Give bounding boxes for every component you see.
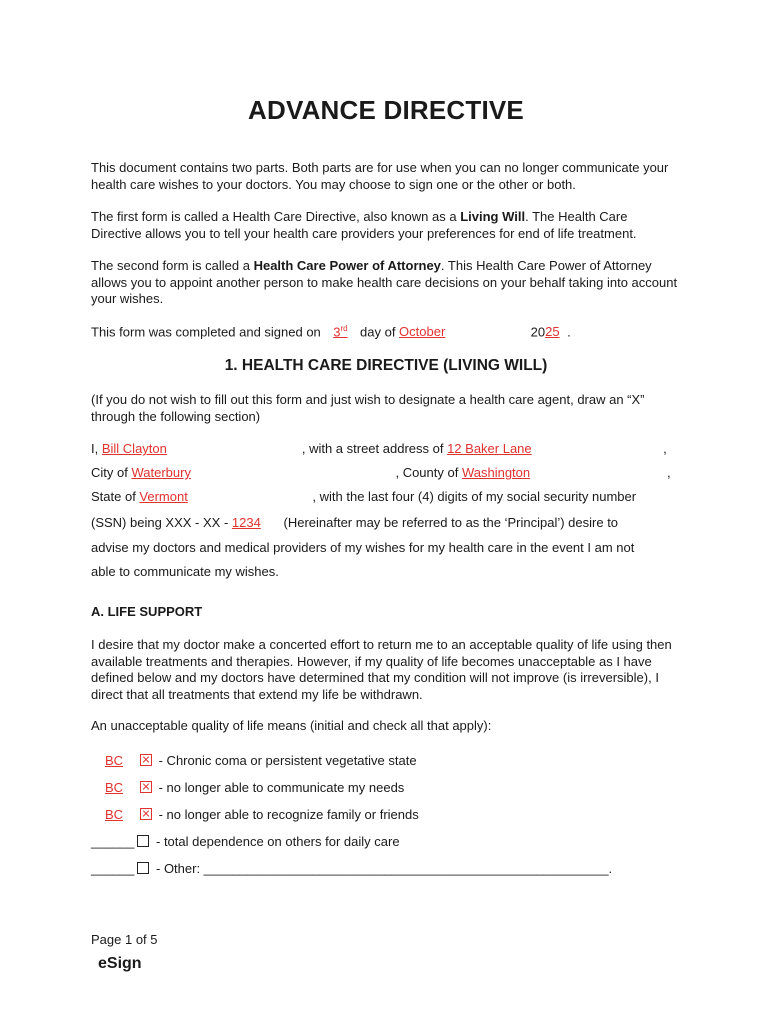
esign-logo: eSign xyxy=(98,955,142,972)
checked-checkbox-icon[interactable] xyxy=(140,754,152,766)
city-field[interactable]: Waterbury xyxy=(131,465,191,480)
street-address-field[interactable]: 12 Baker Lane xyxy=(447,441,532,456)
completion-day: 3 xyxy=(333,324,341,340)
checklist-item-label: - total dependence on others for daily care xyxy=(152,834,400,849)
ssn-prefix: (SSN) being XXX - XX - xyxy=(91,515,232,530)
power-of-attorney-term: Health Care Power of Attorney xyxy=(253,258,441,273)
initials-field[interactable]: BC xyxy=(104,780,124,795)
checked-checkbox-icon[interactable] xyxy=(140,781,152,793)
county-field[interactable]: Washington xyxy=(461,465,531,480)
principal-name-line xyxy=(91,441,681,456)
i-label: I, xyxy=(91,441,102,456)
state-label: State of xyxy=(91,489,140,504)
checklist-item-label: - no longer able to communicate my needs xyxy=(155,780,405,795)
checklist-item xyxy=(91,780,404,795)
county-label: , County of xyxy=(395,465,462,480)
checklist-item xyxy=(91,861,612,876)
checked-checkbox-icon[interactable] xyxy=(140,808,152,820)
completion-mid: day of xyxy=(356,324,400,340)
section-1-title: 1. HEALTH CARE DIRECTIVE (LIVING WILL) xyxy=(224,357,548,374)
ssn-line xyxy=(91,515,681,530)
street-label: , with a street address of xyxy=(301,441,448,456)
checklist-item-label: - Other: ________________________________________________________. xyxy=(152,861,613,876)
page-number: Page 1 of 5 xyxy=(91,932,158,947)
advise-line: advise my doctors and medical providers of my wishes for my health care in the event I am not xyxy=(91,540,635,555)
principal-name-field[interactable]: Bill Clayton xyxy=(101,441,167,456)
intro-p2-text-a: The first form is called a Health Care Directive, also known as a xyxy=(91,209,461,224)
intro-p3-text-a: The second form is called a xyxy=(91,258,254,273)
checkbox-icon[interactable] xyxy=(137,835,149,847)
state-ssn-line xyxy=(91,489,681,504)
city-county-line xyxy=(91,465,681,480)
completion-day-field[interactable] xyxy=(324,324,356,339)
initials-blank[interactable]: ______ xyxy=(91,861,135,876)
intro-paragraph-1: This document contains two parts. Both parts are for use when you can no longer communicate your health care wishes to your doctors. You may choose to sign one or the other or both. xyxy=(91,160,669,192)
document-title: ADVANCE DIRECTIVE xyxy=(248,95,524,125)
ssn-last-four-field[interactable]: 1234 xyxy=(231,515,261,530)
intro-paragraph-3 xyxy=(91,258,681,308)
life-support-heading: A. LIFE SUPPORT xyxy=(91,604,203,619)
intro-p3-text-c: . This Health Care Power of Attorney allows you to appoint another person to make health care decisions on your behalf taking into account your wishes. xyxy=(91,258,678,306)
unacceptable-intro: An unacceptable quality of life means (initial and check all that apply): xyxy=(91,718,492,733)
checklist-item-label: - no longer able to recognize family or friends xyxy=(155,807,419,822)
communicate-line: able to communicate my wishes. xyxy=(91,564,279,579)
ssn-suffix: (Hereinafter may be referred to as the ‘Principal’) desire to xyxy=(279,515,619,530)
initials-field[interactable]: BC xyxy=(104,753,124,768)
initials-field[interactable]: BC xyxy=(104,807,124,822)
checklist-item xyxy=(91,834,400,849)
street-comma: , xyxy=(663,441,667,456)
state-field[interactable]: Vermont xyxy=(139,489,188,504)
completion-day-suffix: rd xyxy=(340,324,348,333)
intro-p2-text-c: . The Health Care Directive allows you to tell your health care providers your preferences for end of life treatment. xyxy=(91,209,637,241)
checklist-item xyxy=(91,753,417,768)
completion-month-field[interactable]: October xyxy=(399,324,446,340)
checklist-item xyxy=(91,807,419,822)
living-will-term: Living Will xyxy=(460,209,526,224)
completion-year-field[interactable]: 25 xyxy=(545,324,560,340)
checkbox-icon[interactable] xyxy=(137,862,149,874)
completion-prefix: This form was completed and signed on xyxy=(91,324,325,340)
ssn-label: , with the last four (4) digits of my social security number xyxy=(312,489,637,504)
county-comma: , xyxy=(666,465,671,480)
life-support-paragraph: I desire that my doctor make a concerted effort to return me to an acceptable quality of life using then available treatments and therapies. However, if my quality of life becomes unacceptable as I have defined below and my doctors have determined that my condition will not improve (is irreversible), I direct that all treatments that extend my life be withdrawn. xyxy=(91,637,672,702)
initials-blank[interactable]: ______ xyxy=(91,834,135,849)
section-1-note: (If you do not wish to fill out this form and just wish to designate a health care agent, draw an “X” through the following section) xyxy=(91,392,645,424)
city-label: City of xyxy=(91,465,132,480)
completion-year-prefix: 20 xyxy=(527,324,546,340)
completion-suffix: . xyxy=(567,324,571,340)
completion-line xyxy=(91,324,681,339)
intro-paragraph-2 xyxy=(91,209,681,242)
checklist-item-label: - Chronic coma or persistent vegetative state xyxy=(155,753,417,768)
